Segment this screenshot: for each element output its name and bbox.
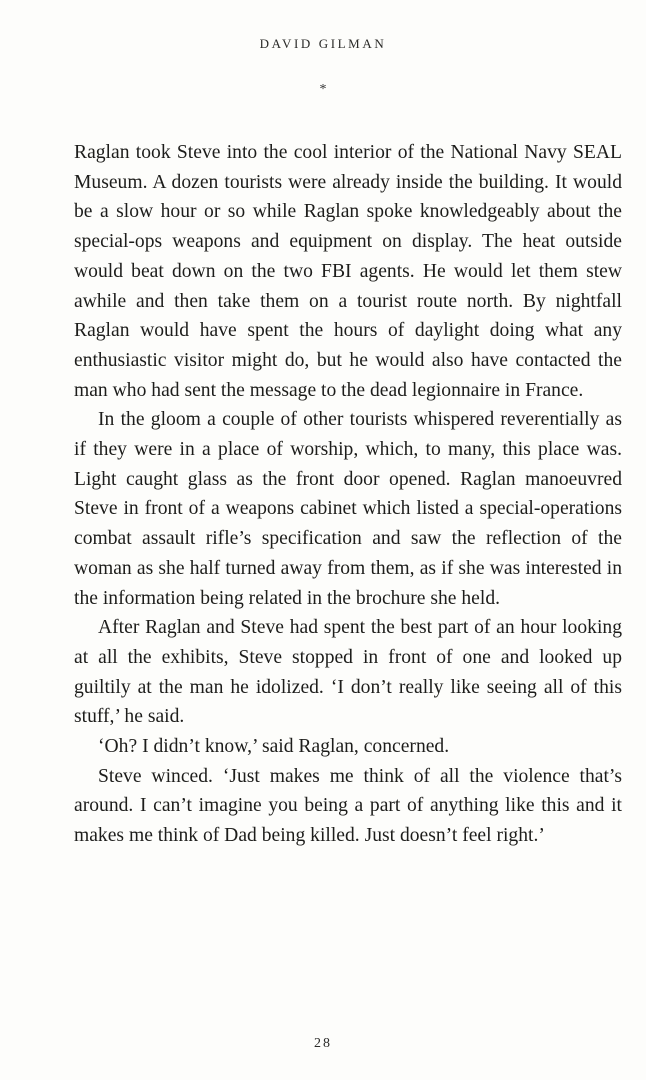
paragraph: Steve winced. ‘Just makes me think of all the violence that’s around. I can’t imagine you being a part of anything like this and it makes me think of Dad being killed. Just doesn’t feel right.’ [74,765,622,847]
scene-break-asterisk: * [319,82,327,97]
paragraph: After Raglan and Steve had spent the best part of an hour looking at all the exhibits, Steve stopped in front of one and looked up guiltily at the man he idolized. ‘I don’t really like seeing all of this stuff,’ he said. [74,617,622,728]
paragraph: In the gloom a couple of other tourists whispered reverentially as if they were in a place of worship, which, to many, this place was. Light caught glass as the front door opened. Raglan manoeuvred Steve in front of a weapons cabinet which listed a special-operations combat assault rifle’s specification and saw the reflection of the woman as she half turned away from them, as if she was interested in the information being related in the brochure she held. [74,409,622,609]
body-text [74,138,622,851]
paragraph: Raglan took Steve into the cool interior of the National Navy SEAL Museum. A dozen tourists were already inside the building. It would be a slow hour or so while Raglan spoke knowledgeably about the special-ops weapons and equipment on display. The heat outside would beat down on the two FBI agents. He would let them stew awhile and then take them on a tourist route north. By nightfall Raglan would have spent the hours of daylight doing what any enthusiastic visitor might do, but he would also have contacted the man who had sent the message to the dead legionnaire in France. [74,142,622,401]
running-head-author: DAVID GILMAN [259,36,387,51]
page-number: 28 [314,1036,332,1051]
paragraph: ‘Oh? I didn’t know,’ said Raglan, concerned. [98,736,450,758]
